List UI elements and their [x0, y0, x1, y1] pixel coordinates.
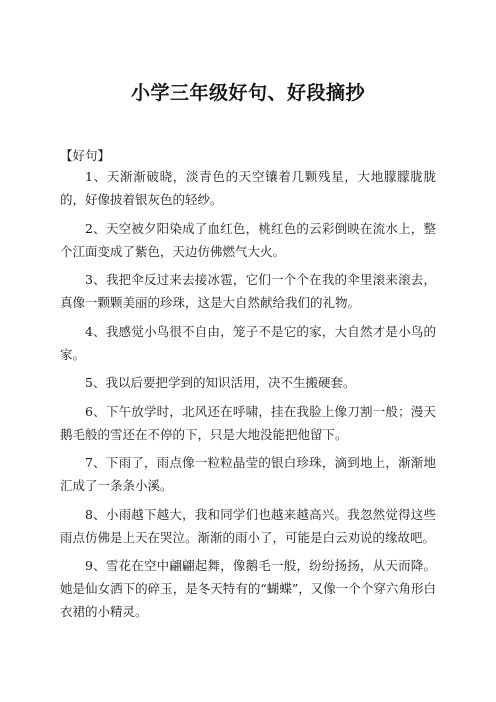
paragraph-8: 8、小雨越下越大，我和同学们也越来越高兴。我忽然觉得这些雨点仿佛是上天在哭泣。渐渐的雨小了，可能是白云劝说的缘故吧。	[60, 506, 436, 545]
paragraph-3: 3、我把伞反过来去接冰雹，它们一个个在我的伞里滚来滚去，真像一颗颗美丽的珍珠，这是大自然献给我们的礼物。	[60, 272, 436, 310]
paragraph-6: 6、下午放学时，北风还在呼啸，挂在我脸上像刀割一般；漫天鹅毛般的雪还在不停的下，只是大地没能把他留下。	[60, 403, 436, 442]
document-title: 小学三年级好句、好段摘抄	[130, 82, 365, 104]
paragraph-2: 2、天空被夕阳染成了血红色，桃红色的云彩倒映在流水上，整个江面变成了紫色，天边仿佛燃气大火。	[60, 220, 436, 259]
paragraph-5: 5、我以后要把学到的知识活用，决不生搬硬套。	[85, 375, 356, 390]
paragraph-7: 7、下雨了，雨点像一粒粒晶莹的银白珍珠，滴到地上，渐渐地汇成了一条条小溪。	[60, 455, 436, 493]
paragraph-9: 9、雪花在空中翩翩起舞，像鹅毛一般，纷纷扬扬，从天而降。她是仙女洒下的碎玉，是冬天特有的“蝴蝶”，又像一个个穿六角形白衣裙的小精灵。	[60, 558, 436, 619]
paragraph-list	[60, 165, 436, 629]
paragraph-4: 4、我感觉小鸟很不自由，笼子不是它的家，大自然才是小鸟的家。	[60, 323, 436, 362]
section-label: 【好句】	[60, 148, 111, 163]
paragraph-1: 1、天渐渐破晓，淡青色的天空镶着几颗残星，大地朦朦胧胧的，好像披着银灰色的轻纱。	[60, 169, 436, 207]
